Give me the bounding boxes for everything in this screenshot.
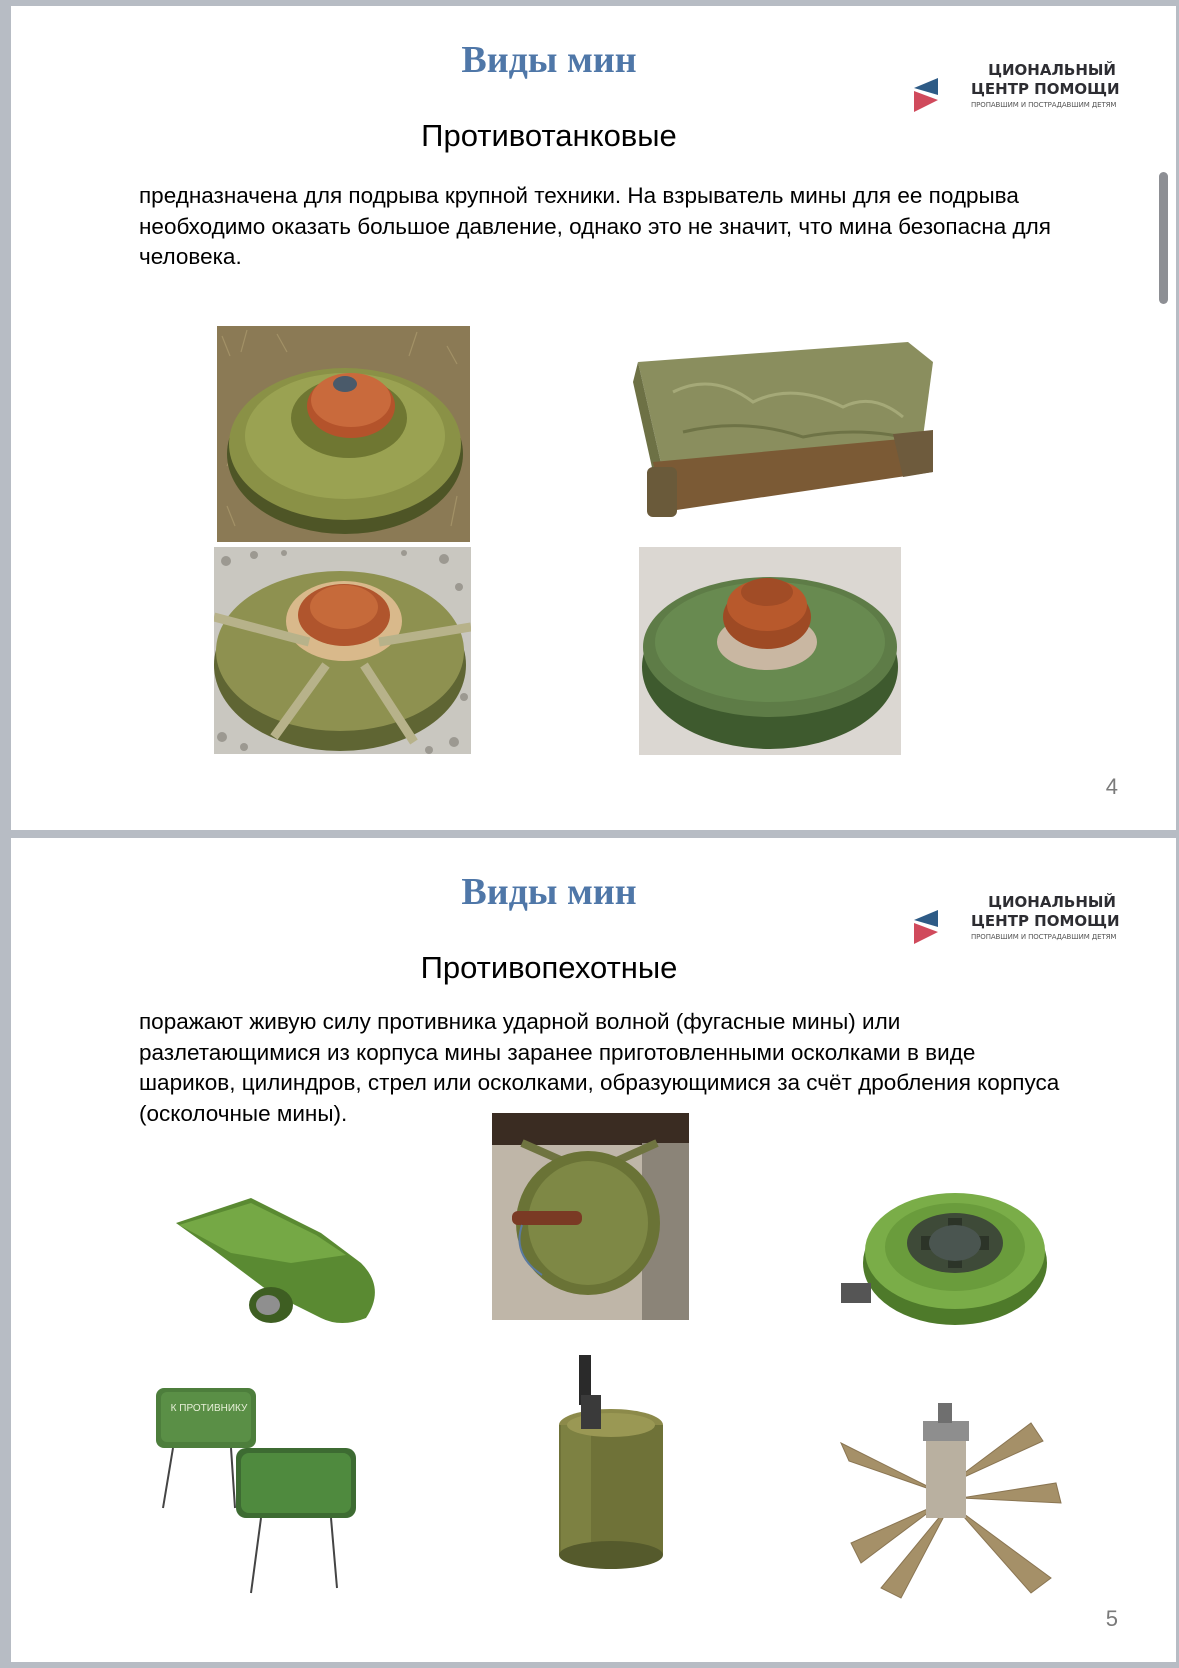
logo-line2: ЦЕНТР ПОМОЩИ xyxy=(971,80,1120,98)
logo-line1: ЦИОНАЛЬНЫЙ xyxy=(988,893,1116,911)
logo-line2: ЦЕНТР ПОМОЩИ xyxy=(971,912,1120,930)
photo-butterfly-mine xyxy=(171,1193,391,1328)
slide-title: Виды мин xyxy=(461,871,637,913)
logo xyxy=(914,893,1134,953)
photo-green-round-antitank-mine xyxy=(639,547,901,755)
photo-round-antitank-mine-on-gravel xyxy=(214,547,471,754)
photo-round-antitank-mine-on-grass xyxy=(217,326,470,542)
slide-subtitle: Противопехотные xyxy=(420,950,678,985)
logo xyxy=(914,61,1134,121)
logo-line3: ПРОПАВШИМ И ПОСТРАДАВШИМ ДЕТЯМ xyxy=(971,101,1117,109)
photo-claymore-mines xyxy=(151,1378,381,1600)
logo-line3: ПРОПАВШИМ И ПОСТРАДАВШИМ ДЕТЯМ xyxy=(971,933,1117,941)
slide-5 xyxy=(11,838,1176,1662)
slide-4 xyxy=(11,6,1176,830)
logo-mark-icon xyxy=(914,910,938,944)
claymore-label: К ПРОТИВНИКУ xyxy=(170,1403,248,1414)
photo-box-shaped-antitank-mine xyxy=(633,322,936,534)
page-number: 5 xyxy=(1105,1606,1118,1631)
slide-title: Виды мин xyxy=(461,39,637,81)
photo-directional-mine-on-tree xyxy=(492,1113,689,1320)
logo-mark-icon xyxy=(914,78,938,112)
photo-mine-with-perforated-petals xyxy=(831,1383,1071,1608)
logo-line1: ЦИОНАЛЬНЫЙ xyxy=(988,61,1116,79)
slide-body-text: предназначена для подрыва крупной техники. На взрыватель мины для ее подрыва необходимо оказать большое давление, однако это не значит, что мина безопасна для человека. xyxy=(139,183,1051,269)
page-number: 4 xyxy=(1105,774,1118,799)
photo-cylindrical-fragmentation-mine xyxy=(551,1355,691,1570)
scrollbar-thumb[interactable] xyxy=(1159,172,1168,304)
slide-subtitle: Противотанковые xyxy=(421,118,677,153)
photo-round-pressure-mine xyxy=(841,1173,1051,1333)
slide-body-text: поражают живую силу противника ударной волной (фугасные мины) или разлетающимися из корпуса мины заранее приготовленными осколками в виде шариков, цилиндров, стрел или осколками, образующимися за счёт дробления корпуса (осколочные мины). xyxy=(139,1009,1060,1126)
